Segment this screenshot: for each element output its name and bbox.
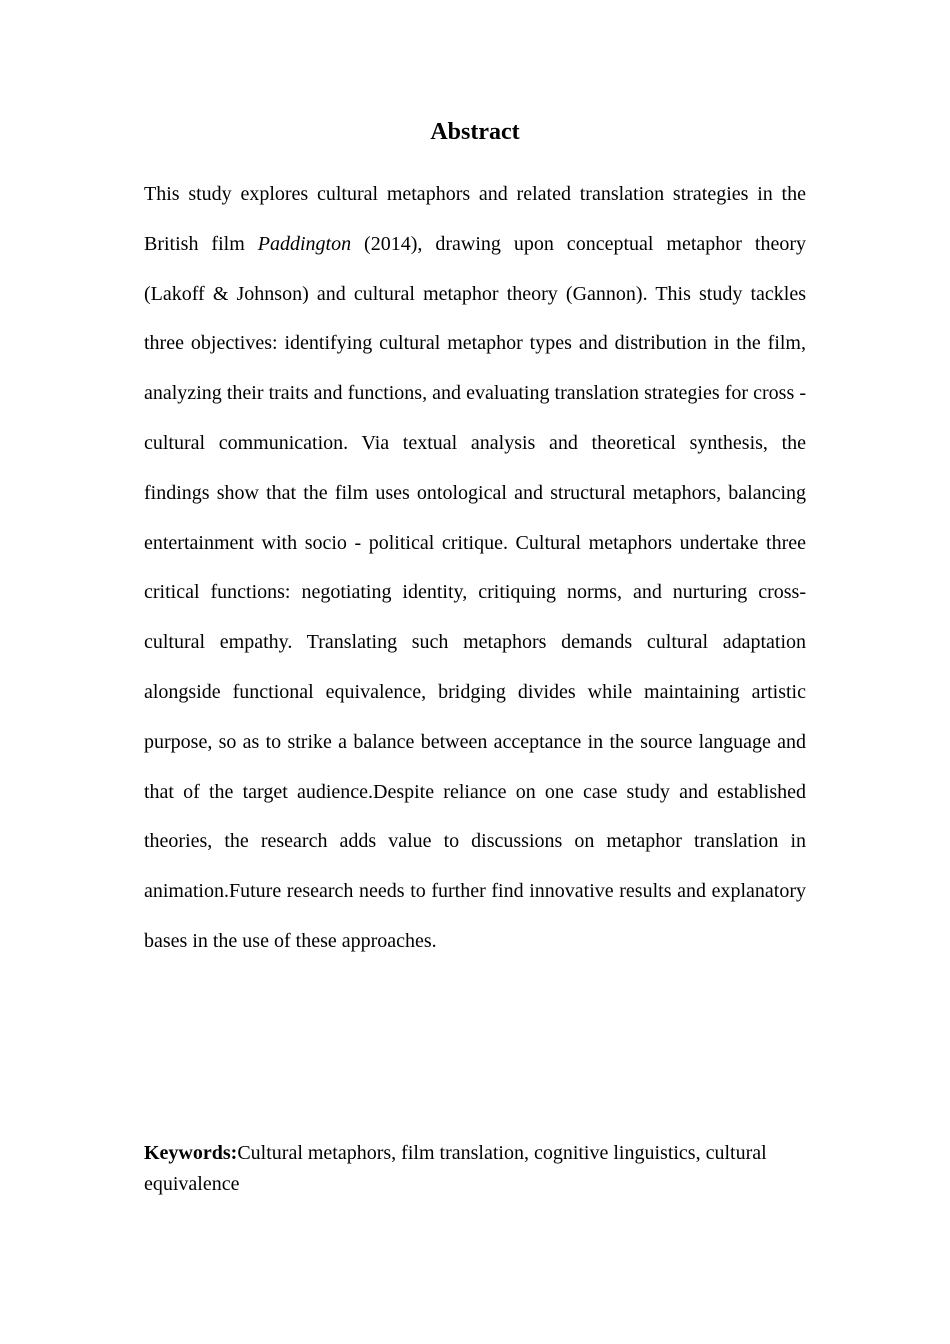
abstract-text-rest: (2014), drawing upon conceptual metaphor theory (Lakoff & Johnson) and cultural metaphor theory (Gannon). This study tackles three objectives: identifying cultural metaphor types and distribution in the film, analyzing their traits and functions, and evaluating translation strategies for cross - cultural communication. Via textual analysis and theoretical synthesis, the findings show that the film uses ontological and structural metaphors, balancing entertainment with socio - political critique. Cultural metaphors undertake three critical functions: negotiating identity, critiquing norms, and nurturing cross-cultural empathy. Translating such metaphors demands cultural adaptation alongside functional equivalence, bridging divides while maintaining artistic purpose, so as to strike a balance between acceptance in the source language and that of the target audience.Despite reliance on one case study and established theories, the research adds value to discussions on metaphor translation in animation.Future research needs to further find innovative results and explanatory bases in the use of these approaches.	[144, 232, 806, 952]
keywords-line	[144, 1138, 806, 1200]
film-title-italic: Paddington	[257, 232, 352, 255]
abstract-paragraph	[144, 170, 806, 967]
keywords-text: Cultural metaphors, film translation, cognitive linguistics, cultural equivalence	[144, 1142, 767, 1195]
abstract-title: Abstract	[430, 119, 520, 145]
abstract-text-start: This study explores cultural metaphors and related translation strategies in the British film	[144, 183, 806, 255]
keywords-label: Keywords:	[144, 1142, 238, 1164]
